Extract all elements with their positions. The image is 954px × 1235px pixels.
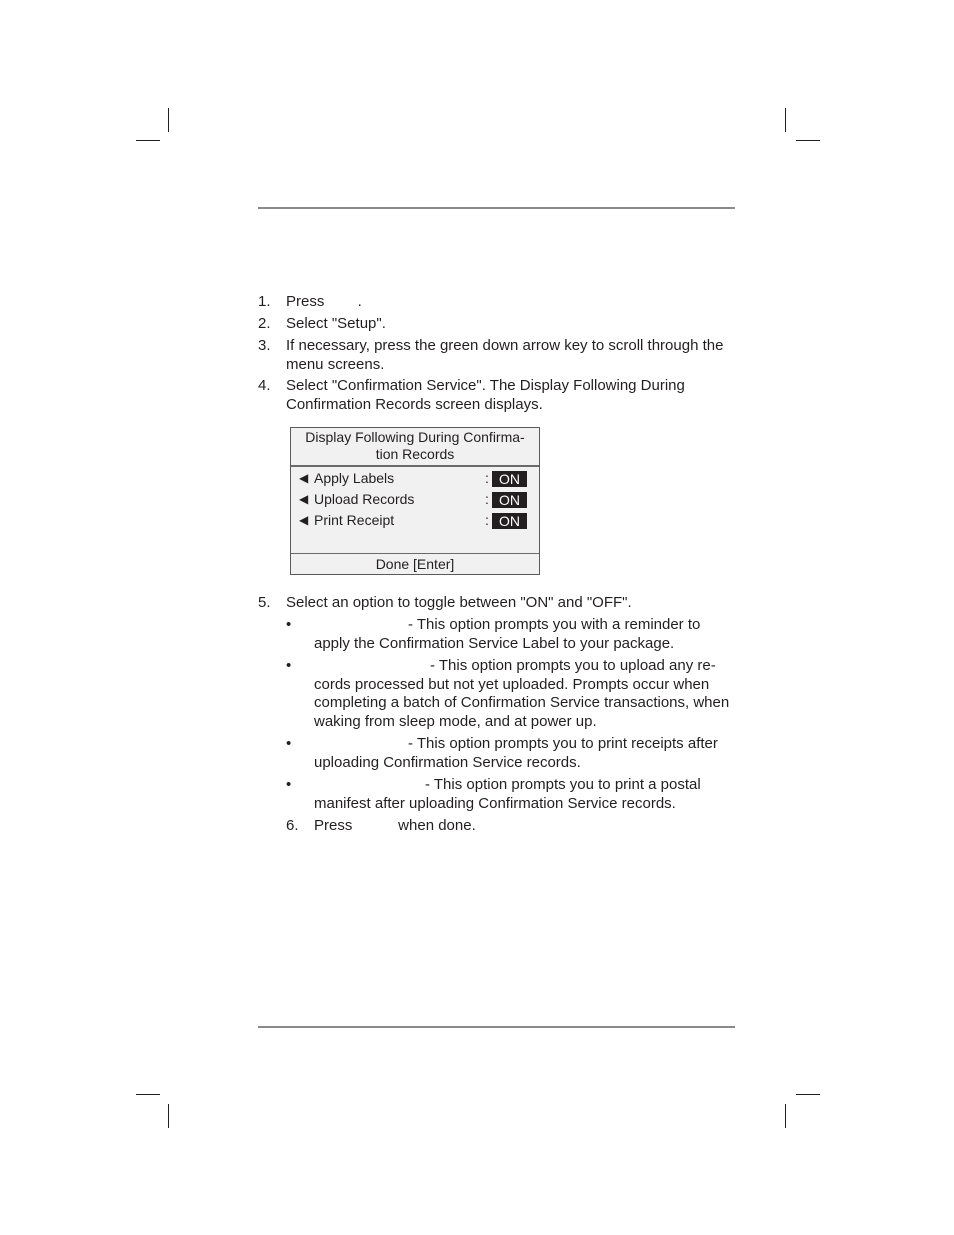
screen-option-upload-records[interactable] — [299, 489, 531, 509]
crop-mark-top-right-vertical — [785, 108, 786, 132]
bullet-dot: • — [286, 735, 292, 752]
step-text: Press when done. — [314, 817, 476, 834]
crop-mark-top-left-vertical — [168, 108, 169, 132]
step-number: 2. — [258, 315, 271, 332]
bullet-dot: • — [286, 657, 292, 674]
option-label: Print Receipt — [314, 512, 395, 528]
screen-done-button[interactable]: Done [Enter] — [291, 553, 539, 574]
step-text: Select an option to toggle between "ON" and "OFF". — [286, 594, 632, 611]
option-value: ON — [492, 513, 527, 529]
bullet-text: - This option prompts you to print a postal manifest after uploading Confirmation Service records. — [314, 776, 701, 812]
bullet-text: - This option prompts you to print receipts after uploading Confirmation Service records. — [314, 735, 718, 771]
option-colon: : — [485, 512, 489, 528]
left-arrow-icon: ◀ — [299, 513, 309, 527]
step-text: Press . — [286, 293, 362, 310]
display-screen — [290, 427, 540, 575]
option-colon: : — [485, 491, 489, 507]
step-text: Select "Confirmation Service". The Display Following During Confirmation Records screen displays. — [286, 377, 685, 413]
crop-mark-top-left-horizontal — [136, 140, 160, 141]
left-arrow-icon: ◀ — [299, 492, 309, 506]
step-number: 3. — [258, 337, 271, 354]
bullet-dot: • — [286, 776, 292, 793]
option-label: Upload Records — [314, 491, 415, 507]
crop-mark-bottom-right-horizontal — [796, 1094, 820, 1095]
crop-mark-bottom-left-vertical — [168, 1104, 169, 1128]
crop-mark-bottom-left-horizontal — [136, 1094, 160, 1095]
screen-option-print-receipt[interactable] — [299, 510, 531, 530]
bullet-dot: • — [286, 616, 292, 633]
header-rule — [258, 207, 735, 209]
crop-mark-top-right-horizontal — [796, 140, 820, 141]
crop-mark-bottom-right-vertical — [785, 1104, 786, 1128]
option-label: Apply Labels — [314, 470, 395, 486]
step-number: 4. — [258, 377, 271, 394]
left-arrow-icon: ◀ — [299, 471, 309, 485]
step-text: Select "Setup". — [286, 315, 386, 332]
footer-rule — [258, 1026, 735, 1028]
screen-title-line-1: Display Following During Confirma- — [305, 429, 525, 445]
screen-title — [291, 428, 539, 467]
option-value: ON — [492, 471, 527, 487]
bullet-text: - This option prompts you to upload any re-cords processed but not yet uploaded. Prompts occur when completing a batch of Confirmation Service transactions, when waking from sleep mode, and at power up. — [314, 657, 730, 730]
screen-title-line-2: tion Records — [375, 446, 455, 462]
step-text: If necessary, press the green down arrow key to scroll through the menu screens. — [286, 337, 724, 373]
step-number: 5. — [258, 594, 271, 611]
step-number: 6. — [286, 817, 299, 834]
step-number: 1. — [258, 293, 271, 310]
option-colon: : — [485, 470, 489, 486]
bullet-text: - This option prompts you with a reminder to apply the Confirmation Service Label to your package. — [314, 616, 701, 652]
option-value: ON — [492, 492, 527, 508]
screen-option-apply-labels[interactable] — [299, 468, 531, 488]
